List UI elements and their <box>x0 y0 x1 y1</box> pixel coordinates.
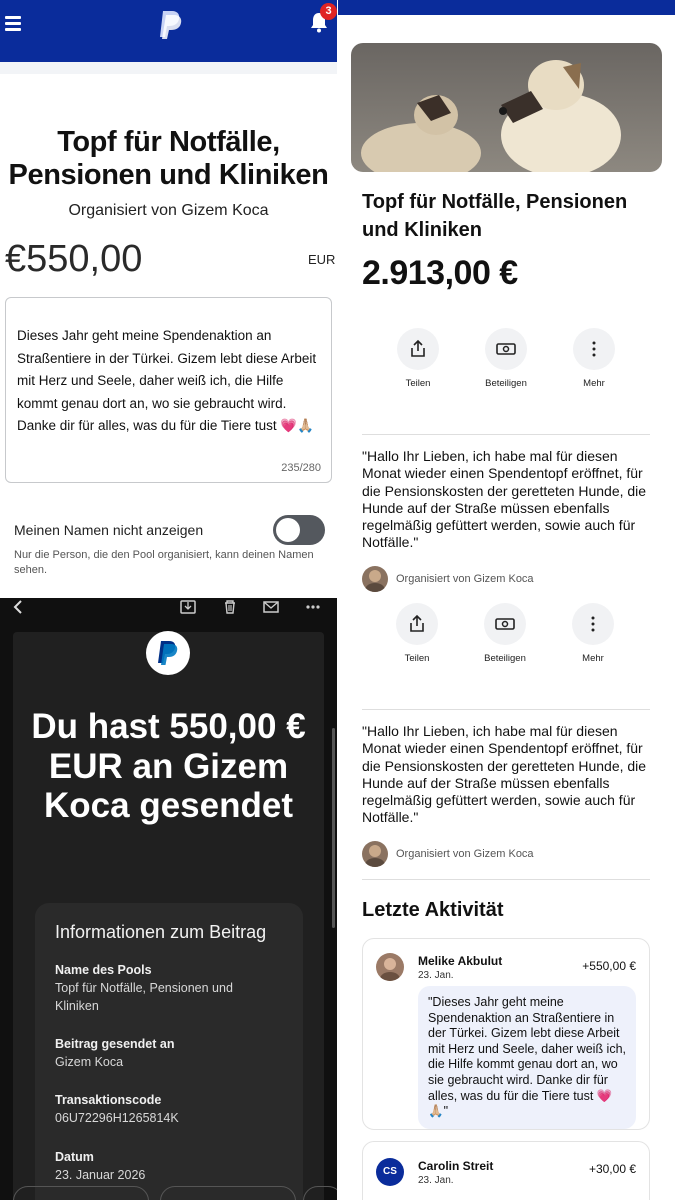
app-header <box>338 0 675 15</box>
hide-name-hint: Nur die Person, die den Pool organisiert, kann deinen Namen sehen. <box>14 549 314 576</box>
email-action-button[interactable] <box>160 1186 296 1200</box>
contributor-initials-avatar: CS <box>376 1158 404 1186</box>
more-label: Mehr <box>583 378 605 389</box>
share-button[interactable] <box>387 603 447 664</box>
organizer-avatar <box>362 841 388 867</box>
pool-title: Topf für Notfälle, Pensionen und Kliniken <box>8 126 329 191</box>
contributor-name: Carolin Streit <box>418 1159 494 1173</box>
currency-selector[interactable]: EUR <box>308 252 336 267</box>
pool-hero-photo <box>351 43 662 172</box>
organizer-text: Organisiert von Gizem Koca <box>396 848 534 860</box>
confirmation-headline: Du hast 550,00 € EUR an Gizem Koca gesendet <box>31 707 306 825</box>
divider <box>362 434 650 435</box>
notification-badge: 3 <box>320 3 337 20</box>
contributor-name: Melike Akbulut <box>418 954 503 968</box>
field-label: Beitrag gesendet an <box>55 1037 175 1051</box>
contribution-message: "Dieses Jahr geht meine Spendenaktion an Straßentiere in der Türkei. Gizem lebt diese Arbeit mit Herz und Seele, daher weiß ich, die Hilfe kommt genau dort an, wo sie gebraucht wird. Danke dir für alles, was du für die Tiere tust 💗🙏🏼" <box>418 986 636 1129</box>
menu-icon[interactable] <box>5 16 21 30</box>
app-header <box>0 0 337 62</box>
more-label: Mehr <box>582 653 604 664</box>
pool-organizer: Organisiert von Gizem Koca <box>68 202 269 219</box>
contribution-date: 23. Jan. <box>418 970 454 981</box>
field-value: 06U72296H1265814K <box>55 1111 179 1125</box>
trash-icon[interactable] <box>222 600 238 614</box>
organizer-avatar <box>362 566 388 592</box>
paypal-badge <box>146 631 190 675</box>
pool-total: 2.913,00 € <box>362 254 518 292</box>
field-value: 23. Januar 2026 <box>55 1168 146 1182</box>
share-icon <box>408 339 428 359</box>
organizer-text: Organisiert von Gizem Koca <box>396 573 534 585</box>
pool-title: Topf für Notfälle, Pensionen und Kliniken <box>362 191 628 241</box>
email-action-button[interactable] <box>303 1186 337 1200</box>
message-text: Dieses Jahr geht meine Spendenaktion an Straßentiere in der Türkei. Gizem lebt diese Arbeit mit Herz und Seele, daher weiß ich, die Hilfe kommt genau dort an, wo sie gebraucht wird. Danke dir für alles, was du für die Tiere tust 💗🙏🏼 <box>17 328 317 434</box>
contribution-date: 23. Jan. <box>418 1175 454 1186</box>
pool-description: "Hallo Ihr Lieben, ich habe mal für diesen Monat wieder einen Spendentopf eröffnet, für die Pensionskosten der geretteten Hunde, die Hunde auf der Straße müssen ebenfalls regelmäßig gefüttert werden, sowie auch für Notfälle." <box>362 723 647 826</box>
share-label: Teilen <box>404 653 430 664</box>
paypal-logo-icon <box>157 10 183 40</box>
back-arrow-icon[interactable] <box>12 599 24 615</box>
info-title: Informationen zum Beitrag <box>55 922 267 942</box>
header-divider <box>0 62 337 74</box>
hide-name-toggle[interactable] <box>273 515 325 545</box>
activity-item <box>362 938 650 1130</box>
mail-icon[interactable] <box>263 600 279 614</box>
confirmation-email-panel <box>0 598 337 1200</box>
scrollbar[interactable] <box>332 728 335 928</box>
paypal-logo-icon <box>157 640 179 666</box>
activity-heading: Letzte Aktivität <box>362 899 504 921</box>
field-value: Gizem Koca <box>55 1055 124 1069</box>
hide-name-label: Meinen Namen nicht anzeigen <box>14 522 204 538</box>
contribution-info-card <box>35 903 303 1200</box>
character-counter: 235/280 <box>281 462 321 474</box>
field-label: Name des Pools <box>55 963 152 977</box>
toggle-knob <box>276 518 300 542</box>
email-action-button[interactable] <box>13 1186 149 1200</box>
email-toolbar <box>0 598 337 618</box>
contribute-label: Beteiligen <box>484 653 526 664</box>
field-label: Transaktionscode <box>55 1093 162 1107</box>
divider <box>362 879 650 880</box>
amount-input[interactable]: €550,00 <box>5 238 143 280</box>
contribute-button[interactable] <box>476 328 536 389</box>
contribution-form-panel <box>0 0 337 598</box>
contribute-button[interactable] <box>475 603 535 664</box>
field-label: Datum <box>55 1150 94 1164</box>
divider <box>362 709 650 710</box>
money-icon <box>496 339 516 359</box>
share-label: Teilen <box>405 378 431 389</box>
share-icon <box>407 614 427 634</box>
archive-icon[interactable] <box>180 600 196 614</box>
money-icon <box>495 614 515 634</box>
field-value: Topf für Notfälle, Pensionen und Kliniken <box>55 981 233 1013</box>
vertical-dots-icon <box>584 339 604 359</box>
contribute-label: Beteiligen <box>485 378 527 389</box>
vertical-dots-icon <box>583 614 603 634</box>
activity-item <box>362 1141 650 1200</box>
more-button[interactable] <box>564 328 624 389</box>
contribution-amount: +550,00 € <box>582 959 636 973</box>
more-button[interactable] <box>563 603 623 664</box>
message-textarea[interactable] <box>5 297 332 483</box>
contributor-avatar <box>376 953 404 981</box>
pool-description: "Hallo Ihr Lieben, ich habe mal für diesen Monat wieder einen Spendentopf eröffnet, für die Pensionskosten der geretteten Hunde, die Hunde auf der Straße müssen ebenfalls regelmäßig gefüttert werden, sowie auch für Notfälle." <box>362 448 647 551</box>
more-dots-icon[interactable] <box>305 600 321 614</box>
pool-page-panel <box>338 0 675 1200</box>
contribution-amount: +30,00 € <box>588 1162 636 1176</box>
share-button[interactable] <box>388 328 448 389</box>
